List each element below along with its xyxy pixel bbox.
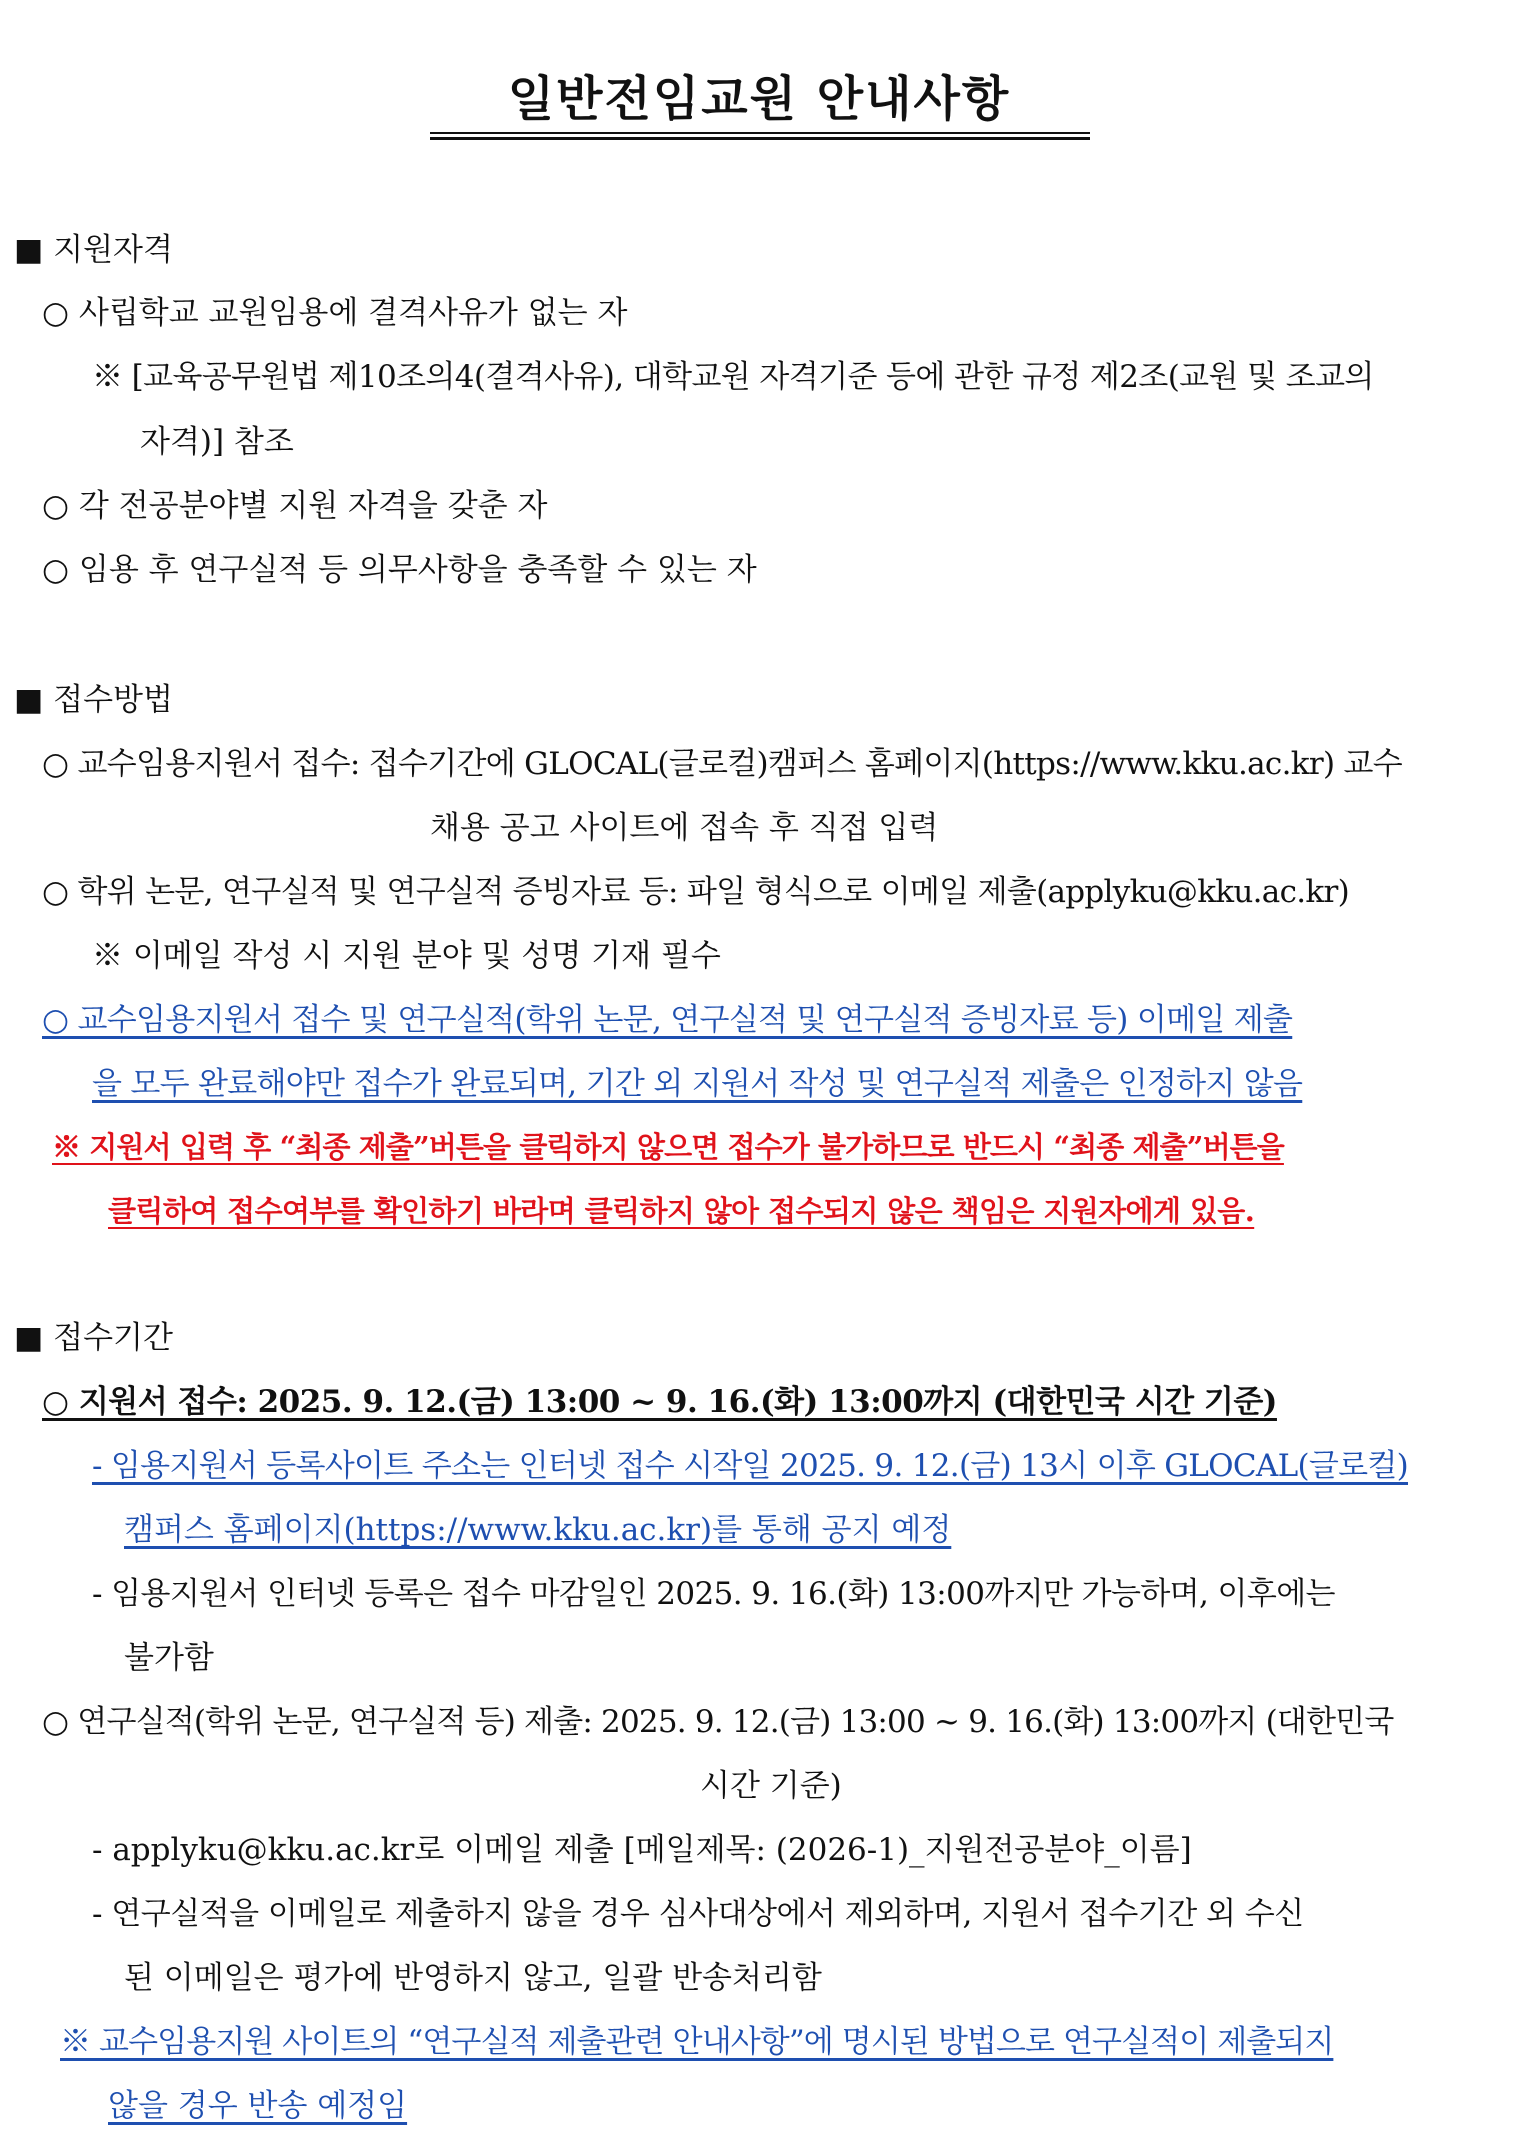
list-item: ○ 연구실적(학위 논문, 연구실적 등) 제출: 2025. 9. 12.(금) 13:00 ~ 9. 16.(화) 13:00까지 (대한민국 (42, 1704, 1394, 1740)
list-item: ○ 임용 후 연구실적 등 의무사항을 충족할 수 있는 자 (42, 552, 757, 588)
title-underline (430, 132, 1090, 140)
note-line: ※ 이메일 작성 시 지원 분야 및 성명 기재 필수 (92, 938, 721, 974)
list-item: ○ 교수임용지원서 접수: 접수기간에 GLOCAL(글로컬)캠퍼스 홈페이지(https://www.kku.ac.kr) 교수 (42, 746, 1402, 782)
highlight-item: ○ 교수임용지원서 접수 및 연구실적(학위 논문, 연구실적 및 연구실적 증빙자료 등) 이메일 제출 (42, 1002, 1293, 1038)
note-line: 자격)] 참조 (140, 424, 294, 460)
section-heading-qualifications: ■ 지원자격 (14, 232, 173, 268)
sub-item: 불가함 (124, 1640, 214, 1676)
sub-item: 캠퍼스 홈페이지(https://www.kku.ac.kr)를 통해 공지 예정 (124, 1512, 952, 1548)
sub-item: - 임용지원서 인터넷 등록은 접수 마감일인 2025. 9. 16.(화) 13:00까지만 가능하며, 이후에는 (92, 1576, 1335, 1612)
sub-item: 된 이메일은 평가에 반영하지 않고, 일괄 반송처리함 (124, 1960, 822, 1996)
list-item: ○ 사립학교 교원임용에 결격사유가 없는 자 (42, 295, 628, 331)
highlight-item: 을 모두 완료해야만 접수가 완료되며, 기간 외 지원서 작성 및 연구실적 제출은 인정하지 않음 (92, 1066, 1303, 1102)
note-line: ※ [교육공무원법 제10조의4(결격사유), 대학교원 자격기준 등에 관한 규정 제2조(교원 및 조교의 (92, 359, 1374, 395)
sub-item: - 임용지원서 등록사이트 주소는 인터넷 접수 시작일 2025. 9. 12.(금) 13시 이후 GLOCAL(글로컬) (92, 1448, 1409, 1484)
list-item: ○ 지원서 접수: 2025. 9. 12.(금) 13:00 ~ 9. 16.(화) 13:00까지 (대한민국 시간 기준) (42, 1384, 1277, 1420)
list-item: 채용 공고 사이트에 접속 후 직접 입력 (430, 810, 939, 846)
section-heading-method: ■ 접수방법 (14, 682, 173, 718)
page-title: 일반전임교원 안내사항 (507, 71, 1011, 127)
list-item: ○ 각 전공분야별 지원 자격을 갖춘 자 (42, 488, 548, 524)
sub-item: - applyku@kku.ac.kr로 이메일 제출 [메일제목: (2026-1)_지원전공분야_이름] (92, 1832, 1192, 1868)
sub-item: - 연구실적을 이메일로 제출하지 않을 경우 심사대상에서 제외하며, 지원서 접수기간 외 수신 (92, 1896, 1304, 1932)
notice-note: ※ 교수임용지원 사이트의 “연구실적 제출관련 안내사항”에 명시된 방법으로 연구실적이 제출되지 (60, 2024, 1334, 2060)
list-item: 시간 기준) (700, 1768, 842, 1804)
warning-note: 클릭하여 접수여부를 확인하기 바라며 클릭하지 않아 접수되지 않은 책임은 지원자에게 있음. (108, 1194, 1255, 1228)
notice-note: 않을 경우 반송 예정임 (108, 2088, 408, 2124)
list-item: ○ 학위 논문, 연구실적 및 연구실적 증빙자료 등: 파일 형식으로 이메일 제출(applyku@kku.ac.kr) (42, 874, 1349, 910)
section-heading-period: ■ 접수기간 (14, 1320, 173, 1356)
warning-note: ※ 지원서 입력 후 “최종 제출”버튼을 클릭하지 않으면 접수가 불가하므로 반드시 “최종 제출”버튼을 (52, 1130, 1284, 1164)
